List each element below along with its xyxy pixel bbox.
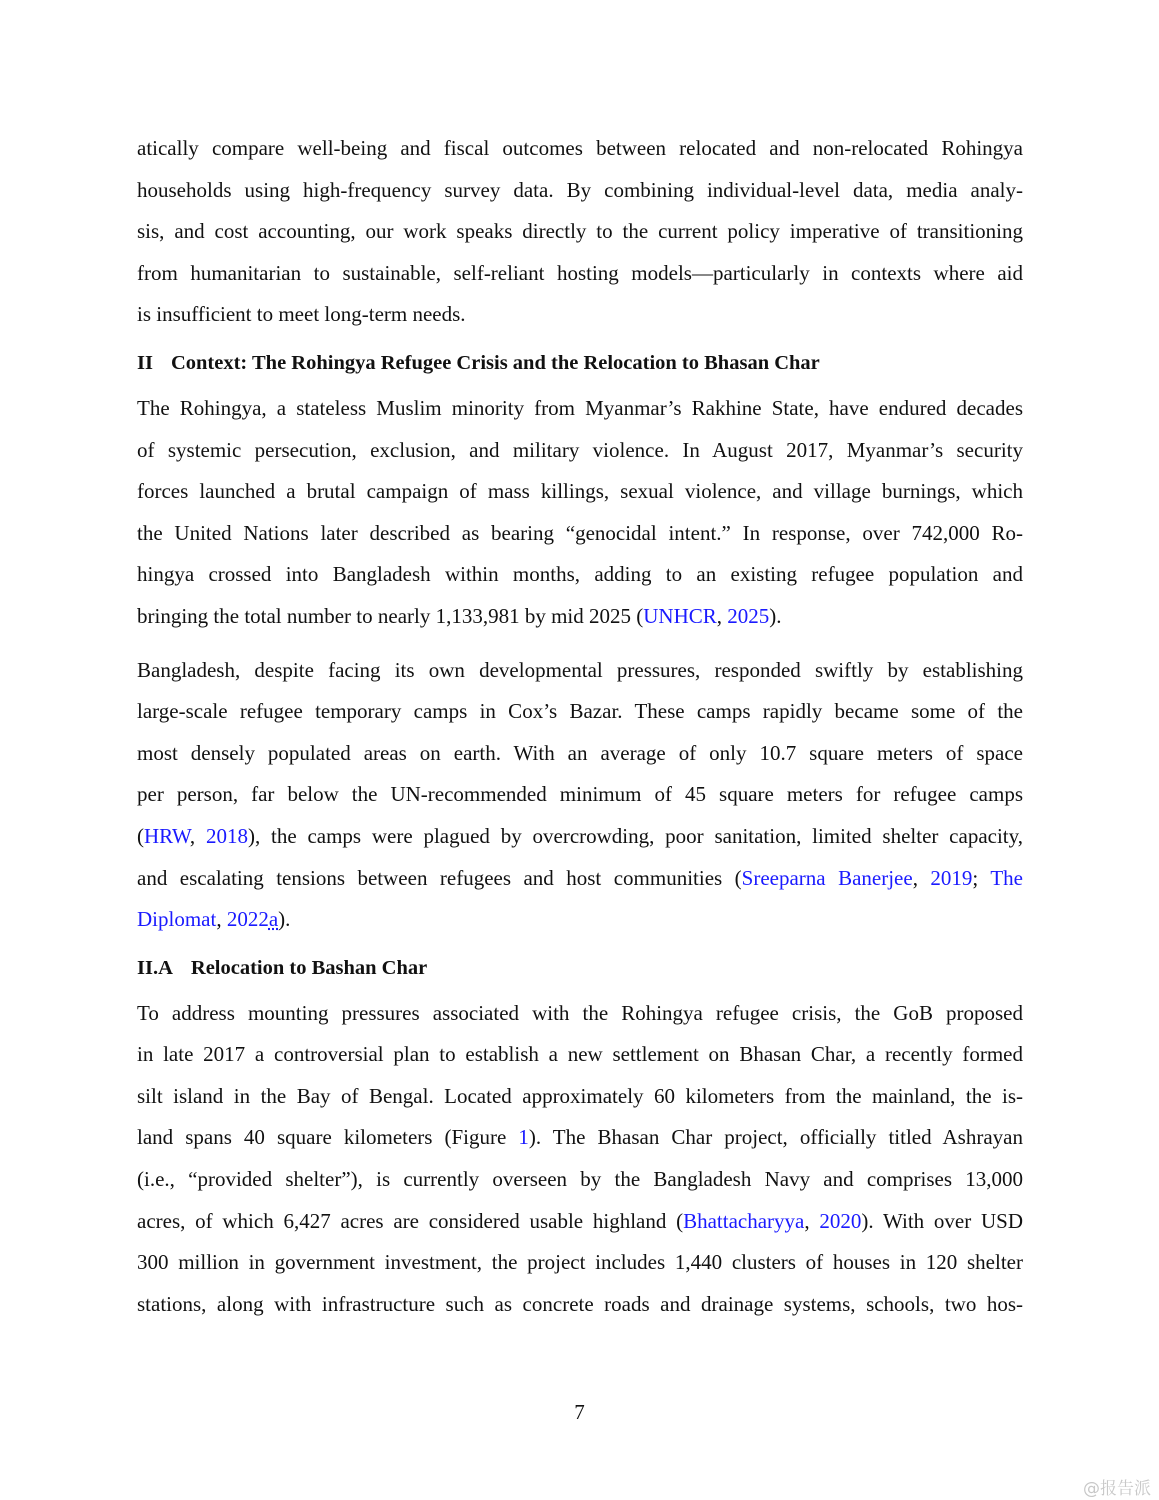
paper-page: [137, 128, 1023, 1325]
text-fragment: ,: [216, 907, 227, 932]
subsection-heading-relocation: [137, 953, 1023, 983]
text-fragment: ,: [189, 823, 206, 848]
citation-link-bhattacharyya-author[interactable]: Bhattacharyya: [683, 1208, 805, 1233]
text-line: (i.e., “provided shelter”), is currently overseen by the Bangladesh Navy and comprises 13,000: [137, 1167, 1023, 1192]
text-fragment: ).: [278, 907, 291, 932]
subsection-title: Relocation to Bashan Char: [190, 956, 428, 979]
text-line: 300 million in government investment, the project includes 1,440 clusters of houses in 120 shelter: [137, 1250, 1023, 1275]
text-line: [137, 858, 1023, 900]
text-fragment: ,: [804, 1208, 820, 1233]
citation-link-diplomat-year[interactable]: [227, 907, 278, 931]
text-fragment: acres, of which 6,427 acres are considered usable highland (: [137, 1208, 684, 1233]
citation-link-diplomat-author[interactable]: Diplomat: [137, 907, 217, 932]
text-fragment: ,: [716, 603, 728, 628]
text-fragment: ).: [769, 603, 782, 628]
text-line: [137, 1201, 1023, 1243]
text-line: most densely populated areas on earth. With an average of only 10.7 square meters of space: [137, 740, 1023, 765]
text-line: forces launched a brutal campaign of mass killings, sexual violence, and village burnings, which: [137, 479, 1023, 504]
text-fragment: land spans 40 square kilometers (Figure: [137, 1125, 519, 1150]
text-fragment: ,: [912, 865, 931, 890]
text-fragment: bringing the total number to nearly 1,133,981 by mid 2025 (: [137, 603, 644, 628]
text-line: [137, 816, 1023, 858]
text-line: per person, far below the UN-recommended minimum of 45 square meters for refugee camps: [137, 782, 1023, 807]
text-line: sis, and cost accounting, our work speaks directly to the current policy imperative of transitioning: [137, 219, 1023, 244]
text-fragment: ). The Bhasan Char project, officially titled Ashrayan: [528, 1125, 1023, 1150]
figure-reference-link[interactable]: 1: [518, 1125, 529, 1150]
citation-link-hrw-author[interactable]: HRW: [144, 823, 190, 848]
paragraph-bhasan-char-plan: [137, 993, 1023, 1326]
citation-link-unhcr-author[interactable]: UNHCR: [643, 603, 717, 628]
text-line: [137, 596, 1023, 638]
text-line: the United Nations later described as bearing “genocidal intent.” In response, over 742,000 Ro-: [137, 520, 1023, 545]
text-line: households using high-frequency survey data. By combining individual-level data, media analy-: [137, 177, 1023, 202]
citation-link-hrw-year[interactable]: 2018: [205, 823, 248, 848]
citation-link-bhattacharyya-year[interactable]: 2020: [819, 1208, 862, 1233]
text-line: [137, 1117, 1023, 1159]
text-line: in late 2017 a controversial plan to establish a new settlement on Bhasan Char, a recently formed: [137, 1042, 1023, 1067]
text-line: is insufficient to meet long-term needs.: [137, 302, 466, 327]
text-line: hingya crossed into Bangladesh within months, adding to an existing refugee population and: [137, 562, 1023, 587]
text-line: large-scale refugee temporary camps in Cox’s Bazar. These camps rapidly became some of the: [137, 699, 1023, 724]
watermark: @报告派: [1083, 1479, 1151, 1499]
text-fragment: ). With over USD: [861, 1208, 1023, 1233]
text-line: of systemic persecution, exclusion, and military violence. In August 2017, Myanmar’s security: [137, 437, 1023, 462]
text-line: silt island in the Bay of Bengal. Located approximately 60 kilometers from the mainland, the is-: [137, 1083, 1023, 1108]
paragraph-bangladesh-camps: [137, 650, 1023, 941]
text-line: The Rohingya, a stateless Muslim minority from Myanmar’s Rakhine State, have endured decades: [137, 395, 1023, 420]
text-line: from humanitarian to sustainable, self-reliant hosting models—particularly in contexts where aid: [137, 260, 1023, 285]
text-line: Bangladesh, despite facing its own developmental pressures, responded swiftly by establishing: [137, 657, 1023, 682]
text-line: atically compare well-being and fiscal outcomes between relocated and non-relocated Rohingya: [137, 136, 1023, 160]
section-heading-context: [137, 348, 1023, 378]
text-line: stations, along with infrastructure such as concrete roads and drainage systems, schools, two hos-: [137, 1291, 1023, 1316]
citation-link-banerjee-author[interactable]: Sreeparna Banerjee: [741, 865, 913, 890]
section-title: Context: The Rohingya Refugee Crisis and the Relocation to Bhasan Char: [170, 351, 820, 374]
citation-link-diplomat-author[interactable]: The: [990, 865, 1023, 890]
text-fragment: (: [137, 823, 144, 848]
text-fragment: ), the camps were plagued by overcrowding, poor sanitation, limited shelter capacity,: [247, 823, 1024, 848]
text-fragment: and escalating tensions between refugees and host communities (: [137, 865, 742, 890]
section-number: II: [137, 351, 153, 374]
text-line: To address mounting pressures associated with the Rohingya refugee crisis, the GoB proposed: [137, 1000, 1023, 1025]
page-number: 7: [574, 1400, 585, 1424]
citation-link-unhcr-year[interactable]: 2025: [727, 603, 770, 628]
citation-year: 2022: [226, 907, 269, 932]
text-fragment: ;: [972, 865, 991, 890]
paragraph-intro-continuation: [137, 128, 1023, 336]
subsection-number: II.A: [137, 956, 173, 979]
citation-link-banerjee-year[interactable]: 2019: [930, 865, 973, 890]
text-line: [137, 899, 1023, 941]
citation-suffix: a: [268, 907, 279, 932]
paragraph-rohingya-background: [137, 388, 1023, 638]
